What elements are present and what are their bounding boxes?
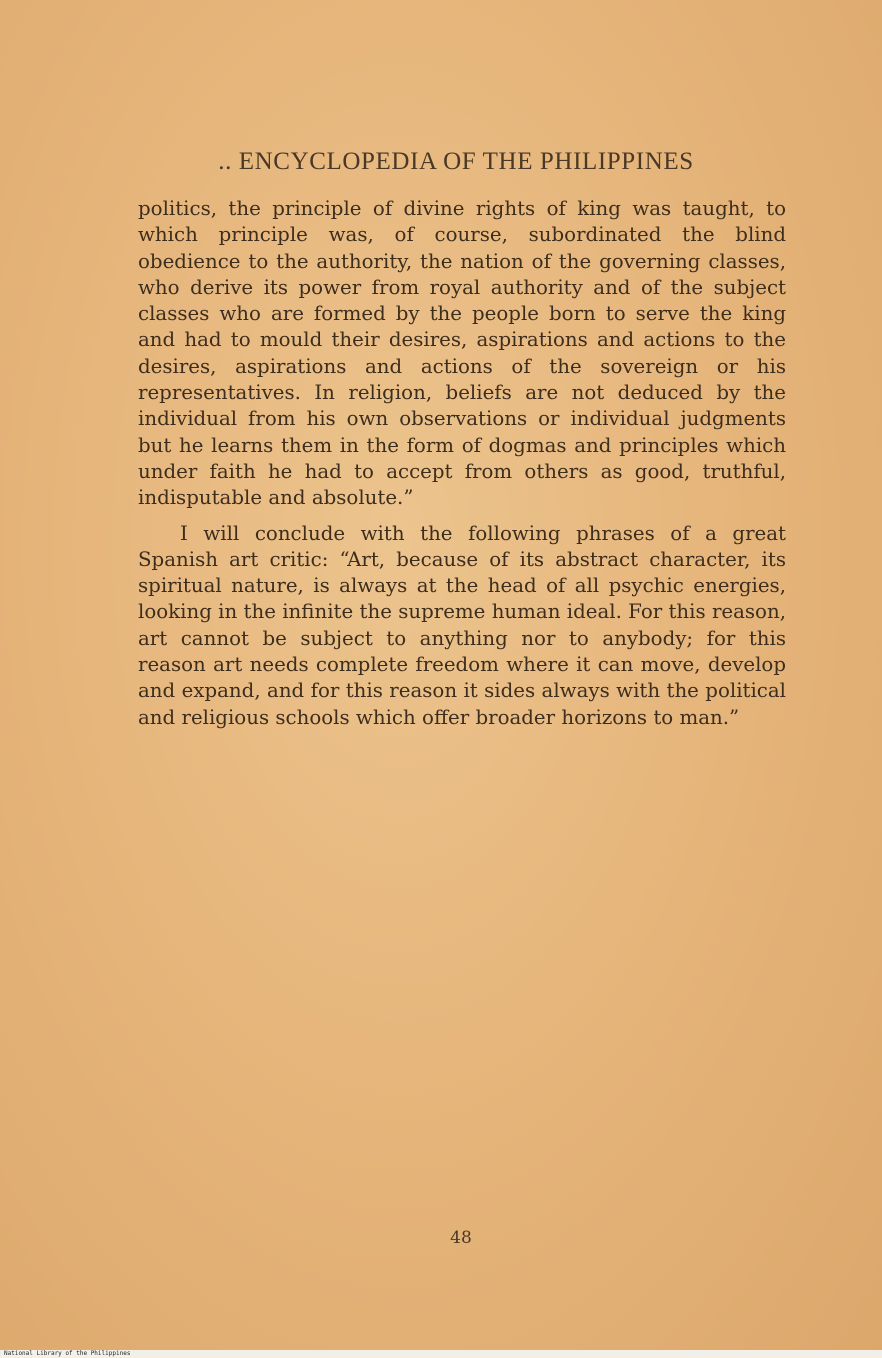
paragraph-2: I will conclude with the following phrases of a great Spanish art critic: “Art, because of its abstract character, its spiritual nature, is always at the head of all psychic energies, looking in the infinite the supreme human ideal. For this reason, art cannot be subject to anything nor to anybody; for this reason art needs complete freedom where it can move, develop and expand, and for this reason it sides always with the political and religious schools which offer broader horizons to man.”	[138, 521, 786, 729]
page-number: 48	[450, 1228, 472, 1248]
running-head: .. ENCYCLOPEDIA OF THE PHILIPPINES	[218, 148, 694, 175]
paragraph-1: politics, the principle of divine rights of king was taught, to which principle was, of course, subordinated the blind obedience to the authority, the nation of the governing classes, who derive its power from royal authority and of the subject classes who are formed by the people born to serve the king and had to mould their desires, aspirations and actions to the desires, aspirations and actions of the sovereign or his representatives. In religion, beliefs are not deduced by the individual from his own observations or individual judgments but he learns them in the form of dogmas and principles which under faith he had to accept from others as good, truthful, indisputable and absolute.”	[138, 197, 786, 510]
body-text	[138, 196, 786, 731]
library-watermark: National Library of the Philippines	[4, 1350, 131, 1357]
